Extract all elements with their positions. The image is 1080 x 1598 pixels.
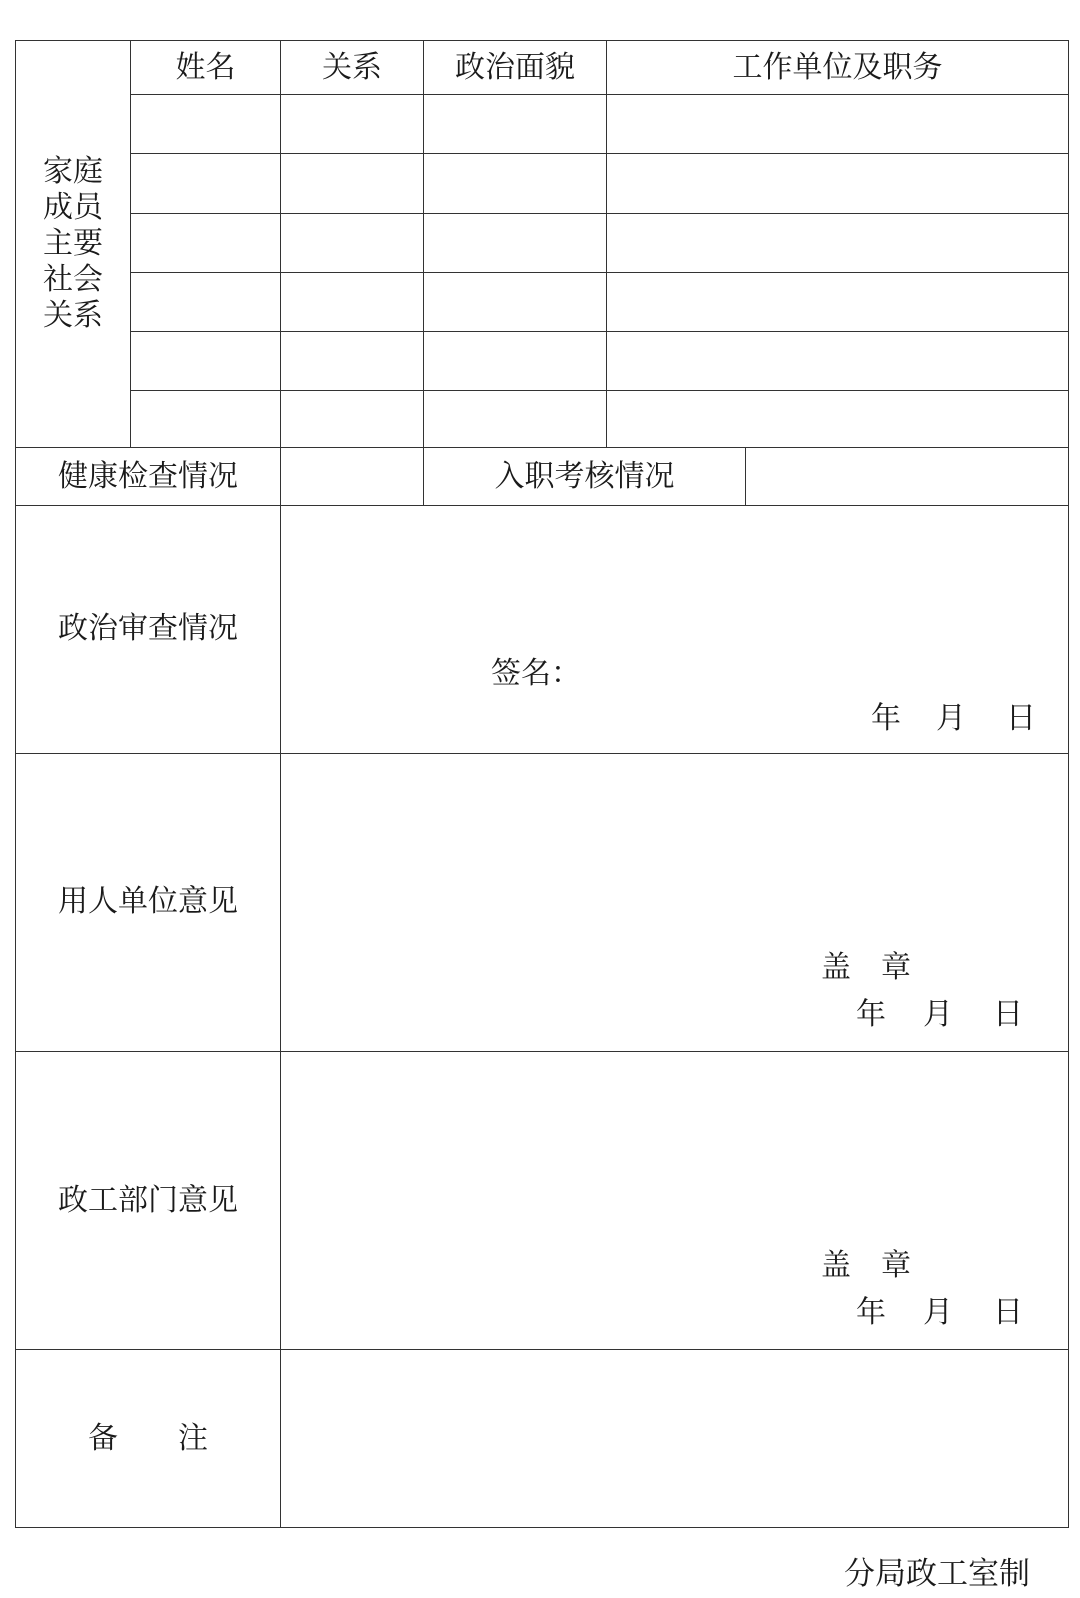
family-name-cell[interactable] bbox=[131, 213, 281, 272]
date-month-label: 月 bbox=[923, 996, 953, 1032]
family-row bbox=[16, 272, 1069, 331]
date-day-label: 日 bbox=[993, 996, 1023, 1032]
dept-opinion-label: 政工部门意见 bbox=[16, 1052, 281, 1350]
family-political-cell[interactable] bbox=[424, 391, 607, 448]
political-review-row bbox=[16, 505, 1069, 753]
family-header-row bbox=[16, 41, 1069, 95]
family-name-cell[interactable] bbox=[131, 332, 281, 391]
family-section-label-line: 成员 bbox=[43, 190, 103, 226]
remarks-row bbox=[16, 1350, 1069, 1528]
header-relation: 关系 bbox=[281, 41, 424, 95]
health-check-label: 健康检查情况 bbox=[16, 448, 281, 505]
family-name-cell[interactable] bbox=[131, 154, 281, 213]
health-check-value[interactable] bbox=[281, 448, 424, 505]
health-onboarding-row bbox=[16, 448, 1069, 505]
header-name: 姓名 bbox=[131, 41, 281, 95]
date-month-label: 月 bbox=[923, 1295, 953, 1331]
political-review-label: 政治审查情况 bbox=[16, 505, 281, 753]
family-row bbox=[16, 95, 1069, 154]
family-section-label bbox=[16, 41, 131, 448]
date-day-label: 日 bbox=[993, 1295, 1023, 1331]
remarks-label: 备 注 bbox=[16, 1350, 281, 1528]
family-political-cell[interactable] bbox=[424, 154, 607, 213]
employer-opinion-label: 用人单位意见 bbox=[16, 753, 281, 1051]
form-issuer: 分局政工室制 bbox=[844, 1556, 1030, 1592]
date-month-label: 月 bbox=[936, 700, 966, 736]
family-work-cell[interactable] bbox=[607, 213, 1069, 272]
family-political-cell[interactable] bbox=[424, 95, 607, 154]
family-section-label-line: 社会 bbox=[43, 262, 103, 298]
family-work-cell[interactable] bbox=[607, 95, 1069, 154]
family-row bbox=[16, 332, 1069, 391]
family-work-cell[interactable] bbox=[607, 391, 1069, 448]
date-year-label: 年 bbox=[856, 1295, 886, 1331]
seal-label: 盖 章 bbox=[821, 1248, 911, 1284]
onboarding-review-label: 入职考核情况 bbox=[424, 448, 746, 505]
onboarding-review-value[interactable] bbox=[746, 448, 1069, 505]
date-year-label: 年 bbox=[871, 700, 901, 736]
header-work-unit: 工作单位及职务 bbox=[607, 41, 1069, 95]
date-year-label: 年 bbox=[856, 996, 886, 1032]
family-relation-cell[interactable] bbox=[281, 391, 424, 448]
dept-opinion-content[interactable] bbox=[281, 1052, 1069, 1350]
family-work-cell[interactable] bbox=[607, 332, 1069, 391]
employer-opinion-content[interactable] bbox=[281, 753, 1069, 1051]
family-relation-cell[interactable] bbox=[281, 213, 424, 272]
family-name-cell[interactable] bbox=[131, 95, 281, 154]
family-name-cell[interactable] bbox=[131, 391, 281, 448]
family-relation-cell[interactable] bbox=[281, 154, 424, 213]
header-political-status: 政治面貌 bbox=[424, 41, 607, 95]
family-political-cell[interactable] bbox=[424, 332, 607, 391]
family-work-cell[interactable] bbox=[607, 154, 1069, 213]
family-relation-cell[interactable] bbox=[281, 272, 424, 331]
family-section-label-line: 关系 bbox=[43, 298, 103, 334]
dept-opinion-row bbox=[16, 1052, 1069, 1350]
family-relation-cell[interactable] bbox=[281, 332, 424, 391]
family-row bbox=[16, 391, 1069, 448]
family-political-cell[interactable] bbox=[424, 272, 607, 331]
registration-form-table bbox=[15, 40, 1069, 1528]
signature-label: 签名： bbox=[491, 655, 581, 691]
family-political-cell[interactable] bbox=[424, 213, 607, 272]
date-day-label: 日 bbox=[1006, 700, 1036, 736]
family-work-cell[interactable] bbox=[607, 272, 1069, 331]
political-review-content[interactable] bbox=[281, 505, 1069, 753]
seal-label: 盖 章 bbox=[821, 949, 911, 985]
family-section-label-line: 家庭 bbox=[43, 154, 103, 190]
remarks-content[interactable] bbox=[281, 1350, 1069, 1528]
family-row bbox=[16, 154, 1069, 213]
employer-opinion-row bbox=[16, 753, 1069, 1051]
family-section-label-line: 主要 bbox=[43, 226, 103, 262]
family-relation-cell[interactable] bbox=[281, 95, 424, 154]
family-row bbox=[16, 213, 1069, 272]
family-name-cell[interactable] bbox=[131, 272, 281, 331]
